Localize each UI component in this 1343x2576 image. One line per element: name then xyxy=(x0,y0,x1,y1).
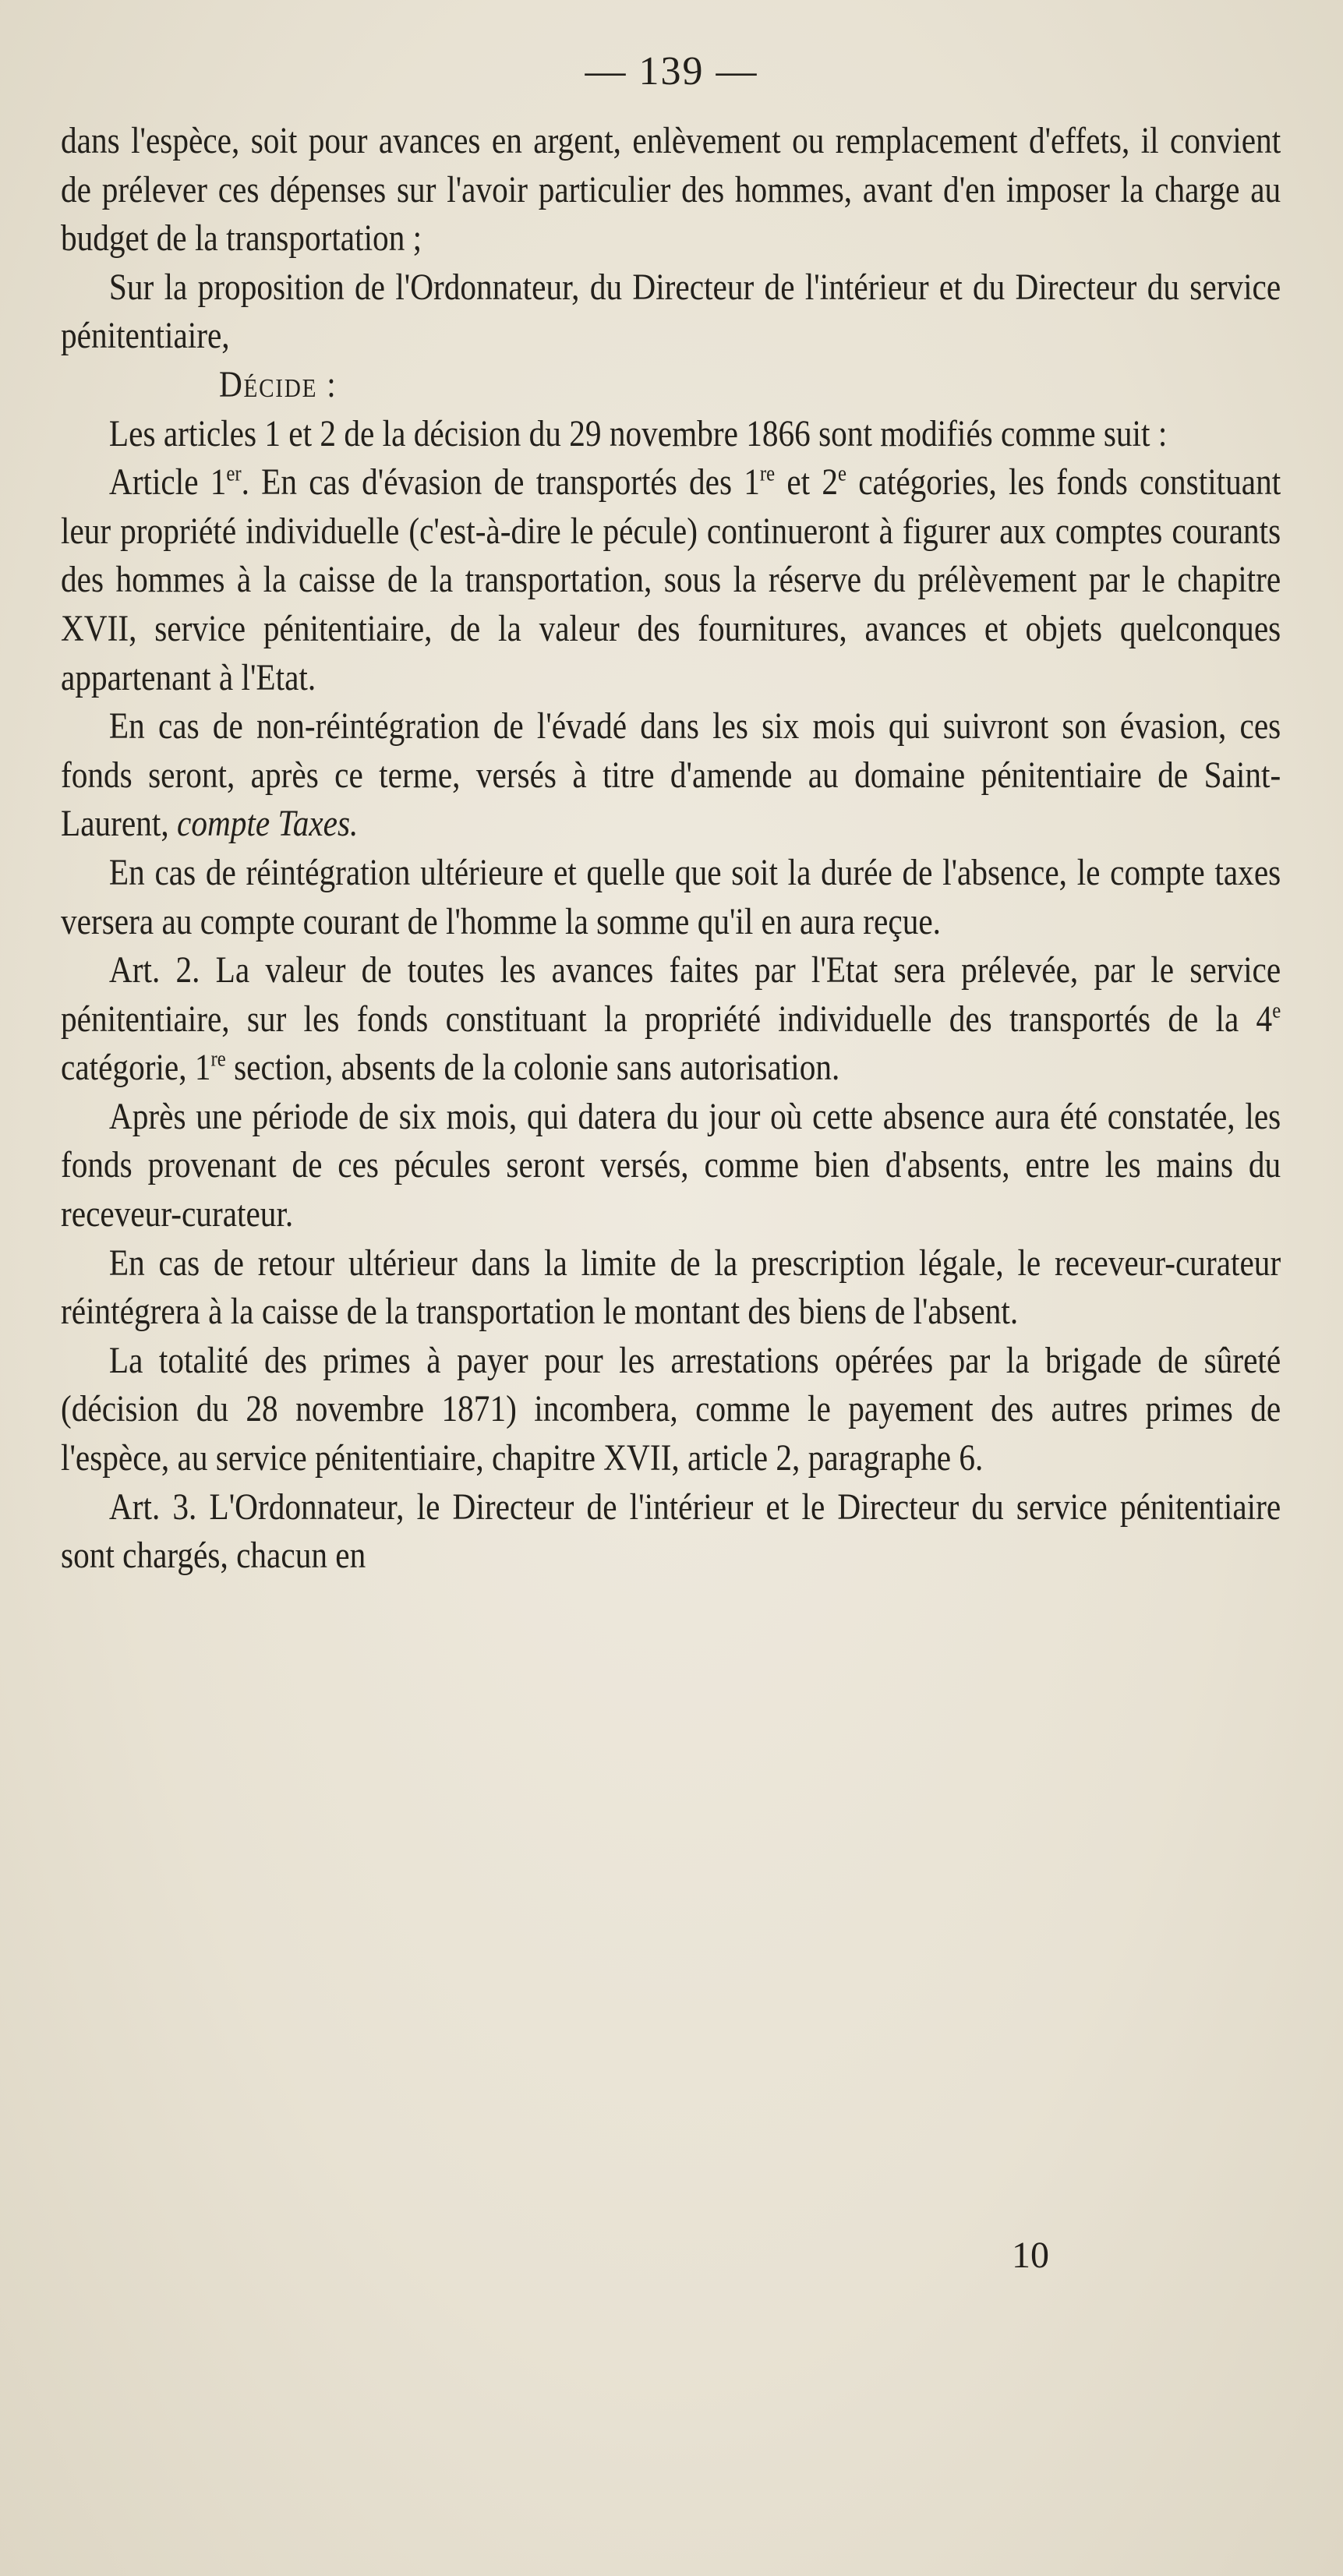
signature-mark: 10 xyxy=(1012,2235,1049,2276)
ordinal-superscript: e xyxy=(837,461,847,486)
paragraph-proposition: Sur la proposition de l'Ordonnateur, du Directeur de l'intérieur et du Directeur du service pénitentiaire, xyxy=(61,266,1281,357)
decide-heading: Décide : xyxy=(218,363,338,405)
article-2-text-a: Art. 2. La valeur de toutes les avances faites par l'Etat sera prélevée, par le service pénitentiaire, sur les fonds constituant la propriété individuelle des transportés de la 4 xyxy=(61,949,1281,1040)
paragraph-non-reintegration-text: En cas de non-réintégration de l'évadé dans les six mois qui suivront son évasion, ces fonds seront, après ce terme, versés à titre d'amende au domaine pénitentiaire de Saint-Laurent, xyxy=(61,705,1281,845)
compte-taxes-italic: compte Taxes. xyxy=(176,803,359,845)
article-1-text-b: et 2 xyxy=(775,461,838,504)
article-2-text-c: section, absents de la colonie sans autorisation. xyxy=(225,1047,840,1089)
ordinal-superscript: re xyxy=(210,1047,226,1072)
ordinal-superscript: e xyxy=(1272,998,1281,1023)
paragraph-six-months: Après une période de six mois, qui datera du jour où cette absence aura été constatée, les fonds provenant de ces pécules seront versés, comme bien d'absents, entre les mains du receveur-curateur. xyxy=(61,1095,1281,1235)
ordinal-superscript: er xyxy=(226,461,242,486)
body-text xyxy=(61,117,1281,1581)
paragraph-articles-modified: Les articles 1 et 2 de la décision du 29 novembre 1866 sont modifiés comme suit : xyxy=(108,412,1168,454)
article-2-text-b: catégorie, 1 xyxy=(61,1047,211,1089)
article-1-text-a: . En cas d'évasion de transportés des 1 xyxy=(241,461,760,504)
article-2 xyxy=(61,946,1281,1093)
paragraph-reintegration: En cas de réintégration ultérieure et quelle que soit la durée de l'absence, le compte taxes versera au compte courant de l'homme la somme qu'il en aura reçue. xyxy=(61,851,1281,942)
article-3: Art. 3. L'Ordonnateur, le Directeur de l'intérieur et le Directeur du service pénitentiaire sont chargés, chacun en xyxy=(61,1486,1281,1577)
article-1 xyxy=(61,458,1281,702)
article-1-label: Article 1 xyxy=(108,461,227,504)
paragraph-retour: En cas de retour ultérieur dans la limite de la prescription légale, le receveur-curateur réintégrera à la caisse de la transportation le montant des biens de l'absent. xyxy=(61,1242,1281,1333)
paragraph-non-reintegration xyxy=(61,702,1281,849)
page-number: — 139 — xyxy=(585,49,758,94)
paragraph-primes: La totalité des primes à payer pour les arrestations opérées par la brigade de sûreté (décision du 28 novembre 1871) incombera, comme le payement des autres primes de l'espèce, au service pénitentiaire, chapitre XVII, article 2, paragraphe 6. xyxy=(61,1339,1281,1479)
article-1-text-c: catégories, les fonds constituant leur propriété individuelle (c'est-à-dire le pécule) continueront à figurer aux comptes courants des hommes à la caisse de la transportation, sous la réserve du prélèvement par le chapitre XVII, service pénitentiaire, de la valeur des fournitures, avances et objets quelconques appartenant à l'Etat. xyxy=(61,461,1281,698)
paragraph-continuation: dans l'espèce, soit pour avances en argent, enlèvement ou remplacement d'effets, il convient de prélever ces dépenses sur l'avoir particulier des hommes, avant d'en imposer la charge au budget de la transportation ; xyxy=(61,120,1281,260)
ordinal-superscript: re xyxy=(759,461,776,486)
